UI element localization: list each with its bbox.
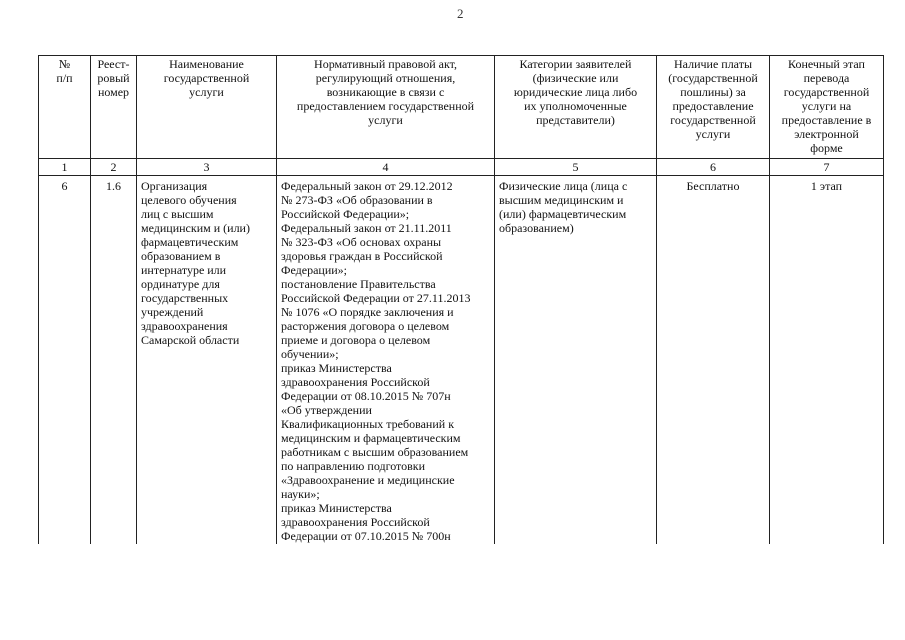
service-name-cell: Организация целевого обучения лиц с высшим медицинским и (или) фармацевтическим образованием в интернатуре или ординатуре для государственных учреждений здравоохранения Самарской области [137, 176, 277, 545]
column-number-cell: 4 [277, 159, 495, 176]
final-stage-cell: 1 этап [770, 176, 884, 545]
fee-cell: Бесплатно [657, 176, 770, 545]
column-number-cell: 2 [91, 159, 137, 176]
column-number-row [39, 159, 884, 176]
column-number-cell: 1 [39, 159, 91, 176]
applicants-cell: Физические лица (лица с высшим медицинским и (или) фармацевтическим образованием) [495, 176, 657, 545]
column-number-cell: 6 [657, 159, 770, 176]
header-row [39, 56, 884, 159]
header-cell: Нормативный правовой акт, регулирующий отношения, возникающие в связи с предоставлением государственной услуги [277, 56, 495, 159]
row-number-cell: 6 [39, 176, 91, 545]
column-number-cell: 3 [137, 159, 277, 176]
table-row [39, 176, 884, 545]
legal-acts-cell: Федеральный закон от 29.12.2012 № 273-ФЗ «Об образовании в Российской Федерации»; Федеральный закон от 21.11.2011 № 323-ФЗ «Об основах охраны здоровья граждан в Российской Федерации»; постановление Правительства Российской Федерации от 27.11.2013 № 1076 «О порядке заключения и расторжения договора о целевом приеме и договора о целевом обучении»; приказ Министерства здравоохранения Российской Федерации от 08.10.2015 № 707н «Об утверждении Квалификационных требований к медицинским и фармацевтическим работникам с высшим образованием по направлению подготовки «Здравоохранение и медицинские науки»; приказ Министерства здравоохранения Российской Федерации от 07.10.2015 № 700н [277, 176, 495, 545]
page-number: 2 [457, 6, 464, 21]
header-cell: Наличие платы (государственной пошлины) за предоставление государственной услуги [657, 56, 770, 159]
header-cell: № п/п [39, 56, 91, 159]
column-number-cell: 5 [495, 159, 657, 176]
column-number-cell: 7 [770, 159, 884, 176]
header-cell: Категории заявителей (физические или юридические лица либо их уполномоченные представители) [495, 56, 657, 159]
header-cell: Реест- ровый номер [91, 56, 137, 159]
registry-number-cell: 1.6 [91, 176, 137, 545]
header-cell: Наименование государственной услуги [137, 56, 277, 159]
services-table [38, 55, 884, 544]
header-cell: Конечный этап перевода государственной услуги на предоставление в электронной форме [770, 56, 884, 159]
